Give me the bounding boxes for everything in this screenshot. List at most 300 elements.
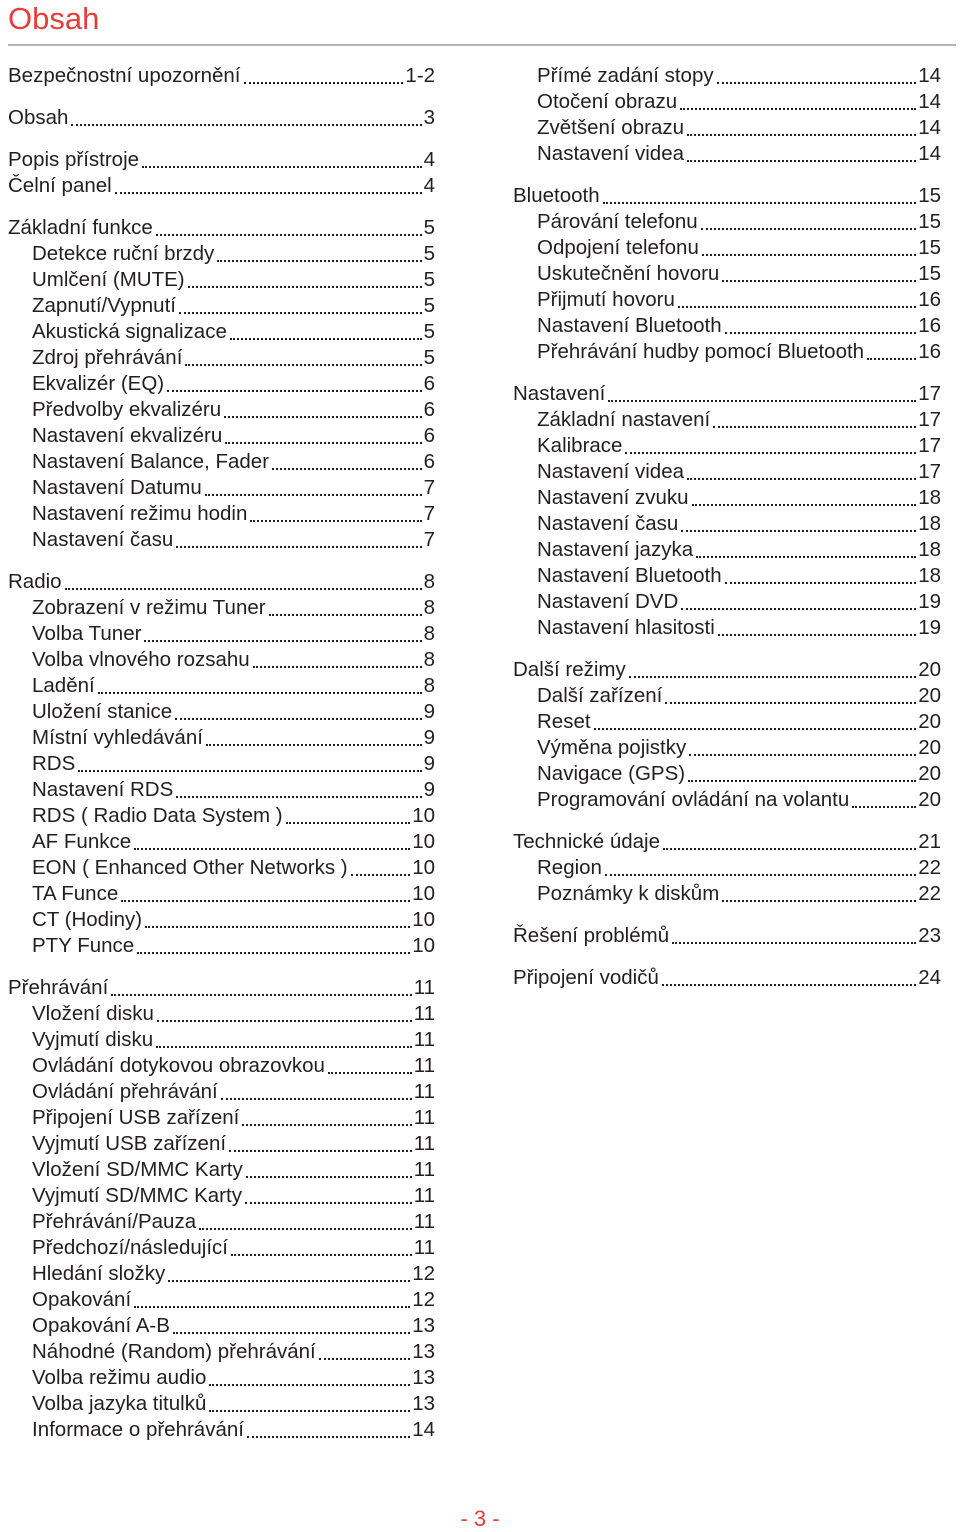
- toc-entry-page: 8: [423, 648, 435, 671]
- dot-leader: [176, 796, 421, 798]
- dot-leader: [65, 588, 422, 590]
- toc-entry-page: 15: [918, 210, 941, 233]
- toc-entry-label: Místní vyhledávání: [32, 726, 203, 749]
- toc-entry-page: 9: [423, 752, 435, 775]
- dot-leader: [156, 234, 422, 236]
- toc-entry: [32, 1210, 435, 1234]
- toc-entry-page: 5: [423, 216, 435, 239]
- dot-leader: [681, 608, 916, 610]
- dot-leader: [206, 744, 422, 746]
- dot-leader: [625, 452, 916, 454]
- toc-entry-label: Nastavení DVD: [537, 590, 679, 613]
- toc-entry-label: Kalibrace: [537, 434, 623, 457]
- dot-leader: [242, 1124, 411, 1126]
- toc-entry-page: 13: [412, 1314, 435, 1337]
- dot-leader: [231, 1254, 412, 1256]
- toc-entry: [537, 90, 941, 114]
- toc-entry-label: Zobrazení v režimu Tuner: [32, 596, 266, 619]
- dot-leader: [678, 306, 916, 308]
- toc-entry: [32, 1262, 435, 1286]
- toc-entry-page: 12: [412, 1262, 435, 1285]
- toc-entry: [32, 1288, 435, 1312]
- dot-leader: [167, 390, 421, 392]
- toc-entry-label: Ovládání přehrávání: [32, 1080, 218, 1103]
- toc-entry-label: Vyjmutí disku: [32, 1028, 154, 1051]
- toc-entry: [513, 382, 941, 406]
- toc-entry-label: Přijmutí hovoru: [537, 288, 675, 311]
- toc-entry-page: 5: [423, 242, 435, 265]
- toc-entry: [32, 1158, 435, 1182]
- toc-entry: [537, 762, 941, 786]
- toc-entry-page: 16: [918, 340, 941, 363]
- toc-entry: [32, 1106, 435, 1130]
- dot-leader: [157, 1020, 412, 1022]
- dot-leader: [98, 692, 422, 694]
- toc-entry: [32, 1002, 435, 1026]
- toc-entry-page: 14: [918, 90, 941, 113]
- toc-entry: [32, 398, 435, 422]
- toc-entry: [8, 106, 435, 130]
- toc-entry: [537, 736, 941, 760]
- toc-entry-page: 15: [918, 262, 941, 285]
- toc-entry-page: 9: [423, 700, 435, 723]
- toc-entry: [32, 476, 435, 500]
- toc-entry-label: Přehrávání/Pauza: [32, 1210, 197, 1233]
- toc-entry: [537, 616, 941, 640]
- toc-entry-label: Přímé zadání stopy: [537, 64, 714, 87]
- title-divider: [8, 44, 956, 46]
- toc-entry-page: 1-2: [405, 64, 435, 87]
- toc-entry-page: 17: [918, 382, 941, 405]
- toc-entry-page: 6: [423, 450, 435, 473]
- toc-entry: [32, 294, 435, 318]
- toc-entry-label: Bluetooth: [513, 184, 600, 207]
- dot-leader: [605, 874, 916, 876]
- toc-entry-page: 20: [918, 788, 941, 811]
- toc-entry: [32, 1366, 435, 1390]
- toc-entry-label: Další zařízení: [537, 684, 663, 707]
- toc-entry-page: 9: [423, 778, 435, 801]
- toc-entry-page: 6: [423, 398, 435, 421]
- toc-entry-page: 10: [412, 856, 435, 879]
- toc-entry: [537, 564, 941, 588]
- page-number: - 3 -: [460, 1506, 500, 1531]
- toc-entry-page: 11: [413, 1158, 435, 1181]
- toc-entry: [537, 116, 941, 140]
- toc-entry: [537, 856, 941, 880]
- dot-leader: [224, 416, 421, 418]
- dot-leader: [696, 556, 916, 558]
- toc-entry-label: Přehrávání hudby pomocí Bluetooth: [537, 340, 865, 363]
- toc-entry: [32, 1080, 435, 1104]
- toc-entry-label: RDS ( Radio Data System ): [32, 804, 283, 827]
- toc-entry-page: 10: [412, 830, 435, 853]
- toc-entry: [513, 966, 941, 990]
- dot-leader: [608, 400, 916, 402]
- toc-entry-page: 21: [918, 830, 941, 853]
- toc-entry-label: Vyjmutí USB zařízení: [32, 1132, 227, 1155]
- toc-entry: [537, 340, 941, 364]
- toc-entry: [32, 778, 435, 802]
- toc-entry: [513, 830, 941, 854]
- toc-entry-page: 14: [918, 116, 941, 139]
- toc-entry: [537, 142, 941, 166]
- dot-leader: [250, 520, 421, 522]
- toc-entry: [537, 710, 941, 734]
- toc-entry-label: CT (Hodiny): [32, 908, 143, 931]
- toc-entry: [537, 512, 941, 536]
- toc-entry-page: 18: [918, 538, 941, 561]
- toc-entry-page: 13: [412, 1366, 435, 1389]
- toc-entry-label: Ladění: [32, 674, 95, 697]
- toc-entry-page: 10: [412, 882, 435, 905]
- toc-entry-label: RDS: [32, 752, 76, 775]
- toc-entry-label: Řešení problémů: [513, 924, 670, 947]
- toc-entry-label: Ekvalizér (EQ): [32, 372, 165, 395]
- dot-leader: [701, 228, 916, 230]
- dot-leader: [134, 848, 410, 850]
- toc-entry-label: Hledání složky: [32, 1262, 166, 1285]
- toc-entry-label: Popis přístroje: [8, 148, 140, 171]
- dot-leader: [672, 942, 916, 944]
- dot-leader: [689, 754, 916, 756]
- toc-entry-page: 5: [423, 268, 435, 291]
- toc-entry-label: Informace o přehrávání: [32, 1418, 244, 1441]
- toc-entry-label: Reset: [537, 710, 591, 733]
- toc-entry-page: 10: [412, 934, 435, 957]
- toc-entry: [32, 346, 435, 370]
- toc-entry-label: Základní funkce: [8, 216, 153, 239]
- toc-entry: [537, 538, 941, 562]
- toc-entry: [537, 434, 941, 458]
- toc-entry-label: Otočení obrazu: [537, 90, 678, 113]
- dot-leader: [137, 952, 410, 954]
- toc-entry-page: 14: [918, 64, 941, 87]
- dot-leader: [603, 202, 917, 204]
- toc-entry-page: 5: [423, 346, 435, 369]
- toc-entry-page: 15: [918, 184, 941, 207]
- toc-entry-label: EON ( Enhanced Other Networks ): [32, 856, 348, 879]
- toc-entry-label: Volba jazyka titulků: [32, 1392, 207, 1415]
- toc-entry-label: Nastavení videa: [537, 460, 685, 483]
- toc-entry: [8, 64, 435, 88]
- dot-leader: [688, 780, 916, 782]
- toc-entry: [537, 408, 941, 432]
- toc-entry-page: 12: [412, 1288, 435, 1311]
- toc-entry: [32, 674, 435, 698]
- toc-entry-page: 8: [423, 596, 435, 619]
- dot-leader: [663, 848, 916, 850]
- dot-leader: [221, 1098, 412, 1100]
- toc-entry-page: 4: [423, 148, 435, 171]
- toc-entry-label: Zvětšení obrazu: [537, 116, 684, 139]
- toc-entry-page: 5: [423, 320, 435, 343]
- dot-leader: [253, 666, 422, 668]
- toc-entry-page: 11: [413, 1210, 435, 1233]
- dot-leader: [115, 192, 422, 194]
- toc-entry-label: Nastavení ekvalizéru: [32, 424, 223, 447]
- toc-entry: [8, 216, 435, 240]
- toc-entry: [32, 268, 435, 292]
- dot-leader: [272, 468, 422, 470]
- toc-entry: [32, 726, 435, 750]
- toc-entry-label: Akustická signalizace: [32, 320, 227, 343]
- toc-entry: [8, 976, 435, 1000]
- toc-entry-label: Opakování: [32, 1288, 132, 1311]
- toc-entry-page: 6: [423, 372, 435, 395]
- dot-leader: [225, 442, 421, 444]
- toc-entry-page: 9: [423, 726, 435, 749]
- dot-leader: [692, 504, 917, 506]
- toc-entry: [32, 830, 435, 854]
- toc-entry-page: 11: [413, 1132, 435, 1155]
- dot-leader: [244, 82, 404, 84]
- toc-entry-label: Volba režimu audio: [32, 1366, 207, 1389]
- toc-entry-page: 16: [918, 314, 941, 337]
- toc-entry-label: Předvolby ekvalizéru: [32, 398, 222, 421]
- dot-leader: [680, 108, 916, 110]
- dot-leader: [175, 718, 421, 720]
- toc-entry-label: Ovládání dotykovou obrazovkou: [32, 1054, 325, 1077]
- toc-entry-label: Zapnutí/Vypnutí: [32, 294, 176, 317]
- toc-entry: [32, 882, 435, 906]
- toc-entry: [8, 174, 435, 198]
- dot-leader: [246, 1176, 412, 1178]
- toc-entry: [32, 528, 435, 552]
- toc-entry-label: Opakování A-B: [32, 1314, 170, 1337]
- dot-leader: [111, 994, 411, 996]
- dot-leader: [629, 676, 916, 678]
- toc-entry-page: 17: [918, 408, 941, 431]
- dot-leader: [687, 134, 916, 136]
- toc-entry: [32, 502, 435, 526]
- toc-entry-label: Nastavení Balance, Fader: [32, 450, 270, 473]
- toc-entry-label: Uložení stanice: [32, 700, 173, 723]
- toc-entry: [32, 372, 435, 396]
- dot-leader: [319, 1358, 410, 1360]
- toc-entry: [32, 320, 435, 344]
- toc-entry-label: Nastavení Datumu: [32, 476, 202, 499]
- toc-entry-label: Odpojení telefonu: [537, 236, 699, 259]
- toc-entry-label: Nastavení zvuku: [537, 486, 689, 509]
- toc-entry-page: 16: [918, 288, 941, 311]
- toc-entry-page: 20: [918, 684, 941, 707]
- toc-entry-label: Nastavení hlasitosti: [537, 616, 715, 639]
- toc-entry-page: 20: [918, 736, 941, 759]
- dot-leader: [145, 926, 410, 928]
- toc-entry-label: Nastavení: [513, 382, 606, 405]
- toc-entry-page: 22: [918, 856, 941, 879]
- dot-leader: [702, 254, 916, 256]
- toc-entry-label: Nastavení Bluetooth: [537, 564, 722, 587]
- toc-entry: [537, 684, 941, 708]
- toc-entry: [537, 64, 941, 88]
- toc-entry-page: 7: [423, 502, 435, 525]
- toc-entry-label: Další režimy: [513, 658, 626, 681]
- toc-entry-page: 5: [423, 294, 435, 317]
- dot-leader: [713, 426, 916, 428]
- toc-entry: [32, 424, 435, 448]
- toc-entry: [32, 596, 435, 620]
- dot-leader: [179, 312, 422, 314]
- toc-entry-page: 24: [918, 966, 941, 989]
- toc-entry-label: Programování ovládání na volantu: [537, 788, 850, 811]
- dot-leader: [144, 640, 421, 642]
- toc-entry-label: Umlčení (MUTE): [32, 268, 185, 291]
- toc-entry: [32, 934, 435, 958]
- dot-leader: [867, 358, 916, 360]
- toc-entry: [32, 242, 435, 266]
- toc-entry-label: Náhodné (Random) přehrávání: [32, 1340, 316, 1363]
- toc-entry: [537, 314, 941, 338]
- toc-entry-label: Připojení vodičů: [513, 966, 659, 989]
- toc-entry-label: Region: [537, 856, 602, 879]
- toc-entry-page: 19: [918, 616, 941, 639]
- toc-entry-page: 17: [918, 460, 941, 483]
- dot-leader: [209, 1384, 410, 1386]
- toc-entry-page: 7: [423, 476, 435, 499]
- toc-entry-page: 13: [412, 1340, 435, 1363]
- toc-entry-page: 11: [413, 1002, 435, 1025]
- toc-entry-label: Nastavení Bluetooth: [537, 314, 722, 337]
- dot-leader: [209, 1410, 410, 1412]
- toc-entry: [32, 908, 435, 932]
- toc-entry-label: Nastavení času: [537, 512, 679, 535]
- toc-entry: [513, 658, 941, 682]
- dot-leader: [71, 124, 421, 126]
- toc-entry-label: Výměna pojistky: [537, 736, 687, 759]
- toc-entry-label: Vložení SD/MMC Karty: [32, 1158, 243, 1181]
- toc-entry-label: Bezpečnostní upozornění: [8, 64, 241, 87]
- toc-entry-label: Navigace (GPS): [537, 762, 686, 785]
- toc-entry: [537, 210, 941, 234]
- dot-leader: [142, 166, 422, 168]
- dot-leader: [156, 1046, 412, 1048]
- dot-leader: [717, 82, 917, 84]
- toc-entry: [8, 570, 435, 594]
- toc-entry-label: Vyjmutí SD/MMC Karty: [32, 1184, 242, 1207]
- dot-leader: [121, 900, 410, 902]
- toc-entry-label: PTY Funce: [32, 934, 135, 957]
- toc-entry-page: 8: [423, 570, 435, 593]
- toc-entry-label: Základní nastavení: [537, 408, 711, 431]
- dot-leader: [725, 582, 917, 584]
- toc-entry: [537, 486, 941, 510]
- dot-leader: [594, 728, 917, 730]
- toc-entry-label: Párování telefonu: [537, 210, 698, 233]
- toc-entry: [32, 622, 435, 646]
- toc-entry-page: 11: [413, 976, 435, 999]
- toc-entry-page: 19: [918, 590, 941, 613]
- toc-entry-page: 20: [918, 658, 941, 681]
- toc-entry-page: 8: [423, 674, 435, 697]
- toc-entry-label: Nastavení videa: [537, 142, 685, 165]
- toc-entry-label: Volba Tuner: [32, 622, 142, 645]
- toc-entry-page: 4: [423, 174, 435, 197]
- toc-entry: [537, 262, 941, 286]
- dot-leader: [230, 338, 422, 340]
- dot-leader: [173, 1332, 410, 1334]
- page-title: Obsah: [8, 1, 100, 36]
- toc-entry-page: 8: [423, 622, 435, 645]
- dot-leader: [681, 530, 916, 532]
- toc-entry-page: 7: [423, 528, 435, 551]
- toc-entry: [513, 184, 941, 208]
- dot-leader: [662, 984, 916, 986]
- dot-leader: [687, 160, 916, 162]
- toc-entry-label: Poznámky k diskům: [537, 882, 720, 905]
- toc-entry-label: Volba vlnového rozsahu: [32, 648, 250, 671]
- toc-entry: [537, 788, 941, 812]
- toc-entry-page: 18: [918, 486, 941, 509]
- dot-leader: [188, 286, 422, 288]
- dot-leader: [665, 702, 916, 704]
- toc-entry-page: 20: [918, 710, 941, 733]
- toc-entry: [32, 1418, 435, 1442]
- dot-leader: [269, 614, 422, 616]
- toc-entry: [32, 450, 435, 474]
- toc-entry-page: 15: [918, 236, 941, 259]
- toc-entry-label: Obsah: [8, 106, 69, 129]
- dot-leader: [134, 1306, 410, 1308]
- dot-leader: [168, 1280, 410, 1282]
- toc-entry: [513, 924, 941, 948]
- toc-entry-page: 17: [918, 434, 941, 457]
- dot-leader: [718, 634, 916, 636]
- toc-entry-label: Nastavení RDS: [32, 778, 174, 801]
- toc-entry-page: 3: [423, 106, 435, 129]
- toc-entry-label: Nastavení jazyka: [537, 538, 694, 561]
- toc-entry-label: Technické údaje: [513, 830, 661, 853]
- toc-entry: [537, 236, 941, 260]
- toc-entry-label: AF Funkce: [32, 830, 132, 853]
- dot-leader: [351, 874, 411, 876]
- dot-leader: [852, 806, 916, 808]
- dot-leader: [687, 478, 916, 480]
- toc-entry-label: Nastavení času: [32, 528, 174, 551]
- toc-entry-label: Připojení USB zařízení: [32, 1106, 240, 1129]
- toc-entry: [537, 460, 941, 484]
- toc-entry: [537, 288, 941, 312]
- toc-entry: [32, 1392, 435, 1416]
- toc-entry-label: Nastavení režimu hodin: [32, 502, 248, 525]
- toc-entry: [32, 804, 435, 828]
- toc-entry-page: 13: [412, 1392, 435, 1415]
- toc-entry: [8, 148, 435, 172]
- toc-entry: [32, 1314, 435, 1338]
- toc-entry-page: 11: [413, 1080, 435, 1103]
- toc-entry-page: 14: [412, 1418, 435, 1441]
- dot-leader: [722, 280, 916, 282]
- toc-entry: [537, 590, 941, 614]
- toc-entry-page: 10: [412, 804, 435, 827]
- toc-entry: [32, 1054, 435, 1078]
- dot-leader: [199, 1228, 412, 1230]
- dot-leader: [722, 900, 916, 902]
- toc-entry-page: 10: [412, 908, 435, 931]
- toc-entry-page: 11: [413, 1184, 435, 1207]
- toc-entry-label: TA Funce: [32, 882, 119, 905]
- dot-leader: [725, 332, 917, 334]
- toc-entry-page: 14: [918, 142, 941, 165]
- toc-entry-label: Vložení disku: [32, 1002, 154, 1025]
- toc-entry: [32, 1236, 435, 1260]
- toc-entry: [537, 882, 941, 906]
- dot-leader: [217, 260, 421, 262]
- toc-entry: [32, 1028, 435, 1052]
- toc-entry-page: 11: [413, 1028, 435, 1051]
- dot-leader: [229, 1150, 412, 1152]
